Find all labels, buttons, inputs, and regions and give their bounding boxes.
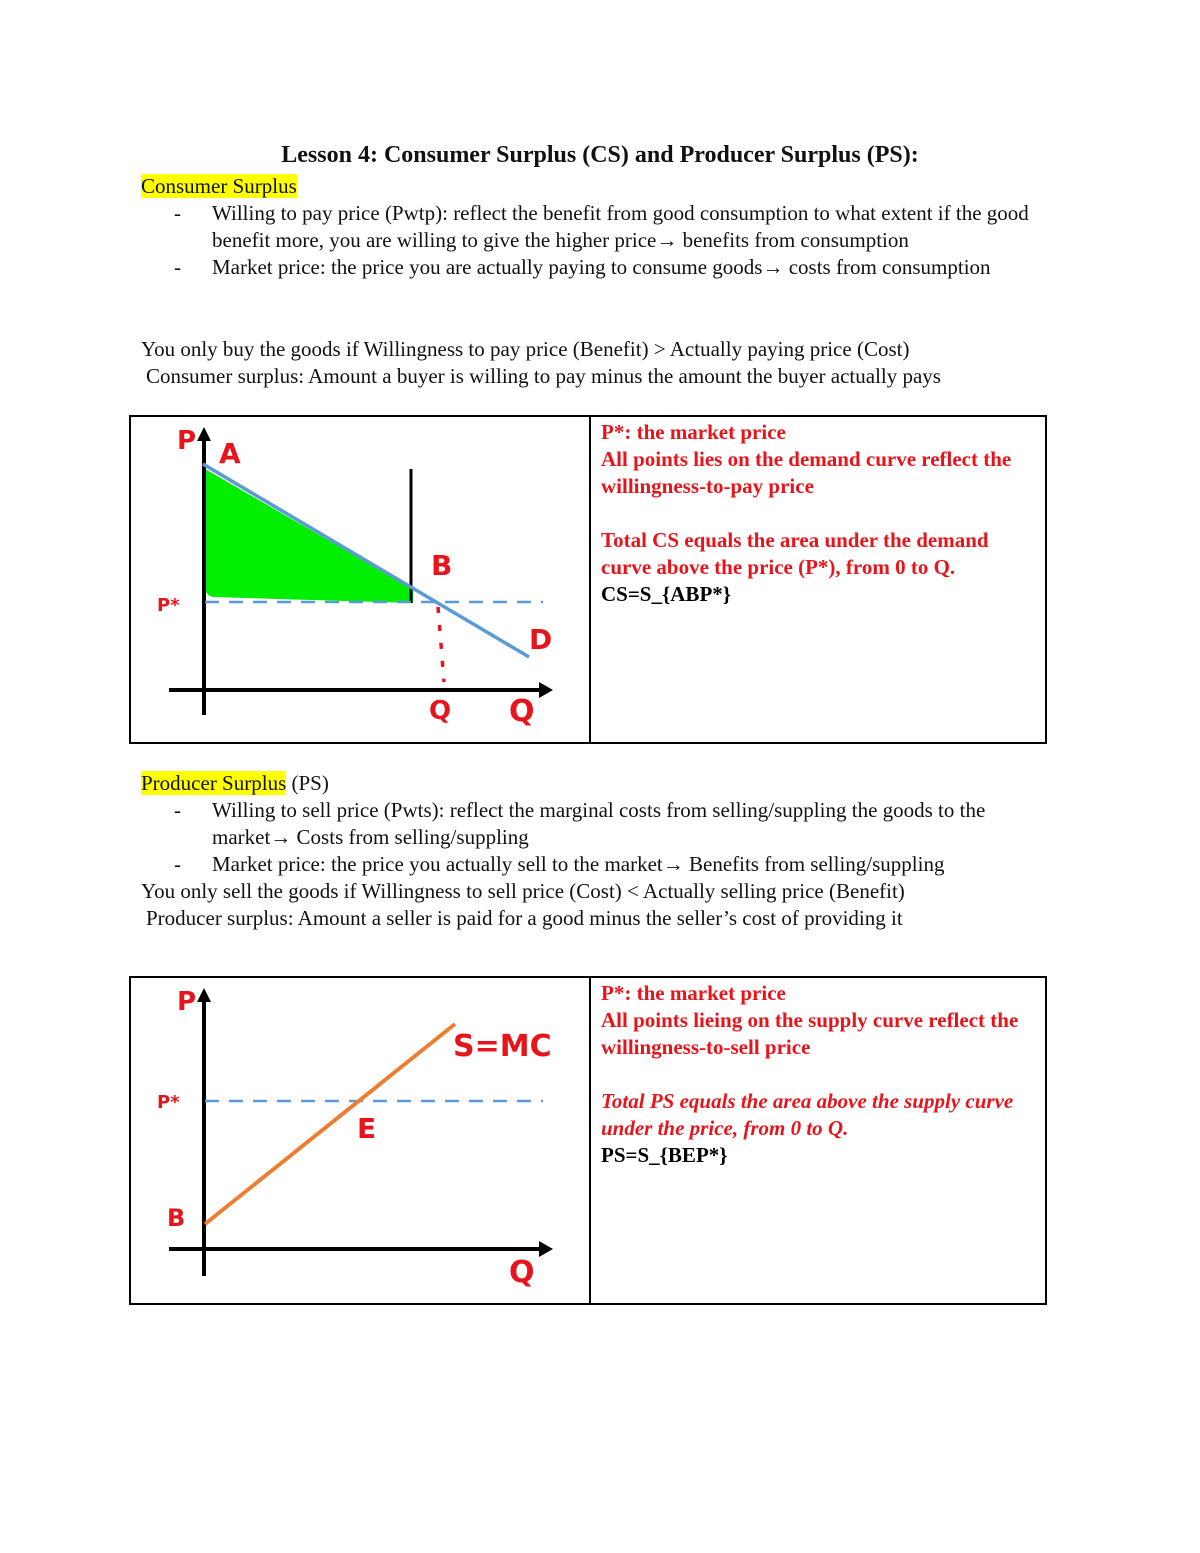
producer-bullet-text: Market price: the price you actually sell to the market→ Benefits from selling/suppling	[212, 852, 945, 876]
consumer-bullet-text: Willing to pay price (Pwtp): reflect the benefit from good consumption to what extent if the good benefit more, you are willing to give the higher price→ benefits from consumption	[212, 201, 1029, 252]
consumer-y-axis-arrow	[197, 427, 211, 441]
demand-curve-label: D	[529, 623, 553, 656]
producer-rule: You only sell the goods if Willingness to sell price (Cost) < Actually selling price (Benefit)	[141, 879, 905, 903]
producer-note-supply: All points lieing on the supply curve reflect the willingness-to-sell price	[601, 1008, 1019, 1059]
consumer-definition: Consumer surplus: Amount a buyer is willing to pay minus the amount the buyer actually pays	[146, 364, 941, 388]
producer-y-axis-label: P	[177, 987, 197, 1017]
point-b-label: B	[431, 549, 453, 582]
producer-note-formula: PS=S_{BEP*}	[601, 1143, 728, 1167]
producer-box-divider	[589, 978, 591, 1303]
producer-bullet: - Willing to sell price (Pwts): reflect the marginal costs from selling/suppling the goods to the market→ Costs from selling/suppling	[174, 798, 986, 849]
consumer-y-axis-label: P	[177, 426, 197, 456]
producer-x-axis-label: Q	[509, 1255, 535, 1290]
producer-point-b-label: B	[167, 1204, 186, 1232]
consumer-notes	[601, 419, 1037, 608]
consumer-surplus-area	[205, 469, 413, 603]
producer-surplus-figure-box	[129, 976, 1047, 1305]
producer-surplus-heading-suffix: (PS)	[286, 771, 329, 795]
quantity-label: Q	[429, 696, 452, 726]
consumer-bullet: - Market price: the price you are actually paying to consume goods→ costs from consumption	[174, 255, 991, 279]
consumer-x-axis-label: Q	[509, 694, 535, 729]
consumer-bullet-text: Market price: the price you are actually paying to consume goods→ costs from consumption	[212, 255, 991, 279]
producer-price-star-label: P*	[157, 1092, 180, 1113]
supply-curve	[205, 1024, 455, 1224]
page-title: Lesson 4: Consumer Surplus (CS) and Producer Surplus (PS):	[281, 142, 919, 168]
supply-curve-label: S=MC	[453, 1029, 552, 1064]
consumer-note-market-price: P*: the market price	[601, 420, 786, 444]
producer-surplus-highlight: Producer Surplus	[141, 771, 287, 795]
producer-definition: Producer surplus: Amount a seller is paid for a good minus the seller’s cost of providing it	[146, 906, 903, 930]
quantity-drop-line	[438, 607, 444, 682]
producer-bullet: - Market price: the price you actually sell to the market→ Benefits from selling/suppling	[174, 852, 945, 876]
consumer-surplus-heading	[141, 173, 297, 200]
producer-surplus-heading	[141, 770, 329, 797]
consumer-note-demand: All points lies on the demand curve reflect the willingness-to-pay price	[601, 447, 1012, 498]
consumer-box-divider	[589, 417, 591, 742]
price-star-label: P*	[157, 595, 180, 616]
point-e-label: E	[357, 1112, 377, 1145]
consumer-rule: You only buy the goods if Willingness to pay price (Benefit) > Actually paying price (Cost)	[141, 337, 910, 361]
consumer-surplus-graph	[131, 417, 589, 742]
producer-surplus-graph	[131, 978, 589, 1303]
consumer-x-axis-arrow	[539, 682, 553, 698]
producer-notes	[601, 980, 1037, 1169]
producer-bullet-text: Willing to sell price (Pwts): reflect the marginal costs from selling/suppling the goods to the market→ Costs from selling/suppling	[212, 798, 986, 849]
producer-note-market-price: P*: the market price	[601, 981, 786, 1005]
consumer-note-total: Total CS equals the area under the demand curve above the price (P*), from 0 to Q.	[601, 528, 989, 579]
consumer-bullet-list	[141, 200, 1061, 281]
point-a-label: A	[219, 437, 241, 470]
consumer-bullet: - Willing to pay price (Pwtp): reflect the benefit from good consumption to what extent if the good benefit more, you are willing to give the higher price→ benefits from consumption	[174, 201, 1029, 252]
producer-y-axis-arrow	[197, 988, 211, 1002]
consumer-note-formula: CS=S_{ABP*}	[601, 582, 732, 606]
consumer-surplus-figure-box	[129, 415, 1047, 744]
producer-bullet-list	[141, 797, 1061, 878]
producer-note-total: Total PS equals the area above the supply curve under the price, from 0 to Q.	[601, 1089, 1014, 1140]
producer-x-axis-arrow	[539, 1241, 553, 1257]
consumer-surplus-highlight: Consumer Surplus	[141, 174, 297, 198]
